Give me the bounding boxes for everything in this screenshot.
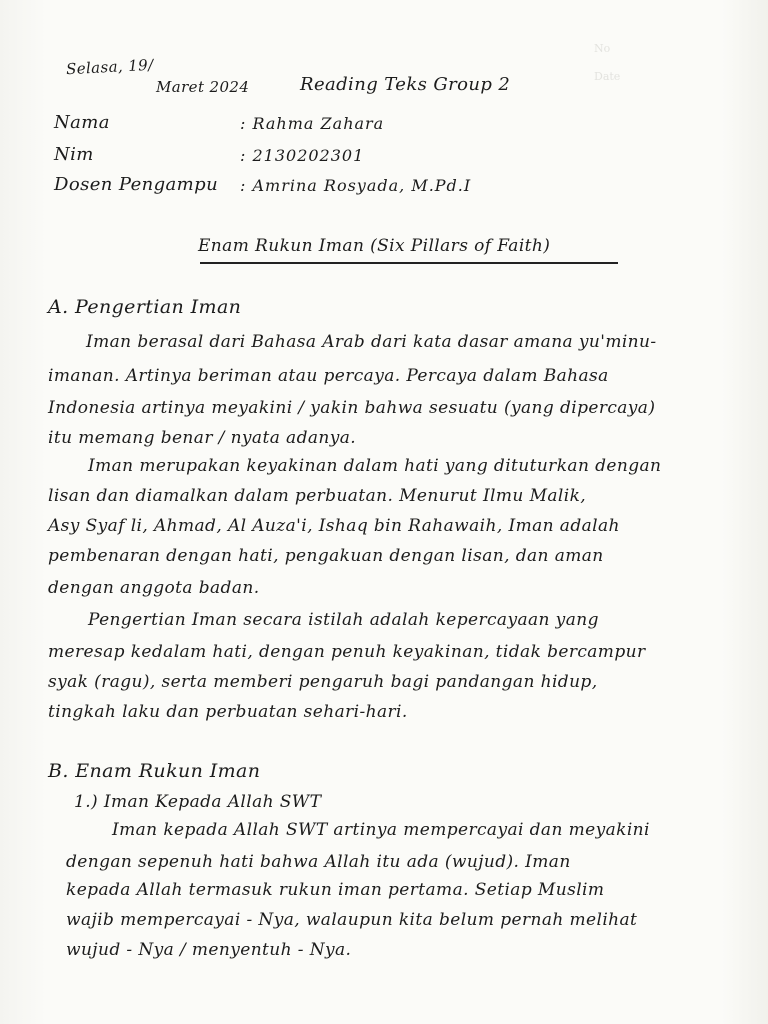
paragraph-line: Iman kepada Allah SWT artinya mempercayai dan meyakini xyxy=(112,820,650,840)
paragraph-line: syak (ragu), serta memberi pengaruh bagi pandangan hidup, xyxy=(48,672,598,692)
nim-value: : 2130202301 xyxy=(240,146,365,165)
name-value: : Rahma Zahara xyxy=(240,114,385,133)
paragraph-line: Iman merupakan keyakinan dalam hati yang dituturkan dengan xyxy=(88,456,662,476)
paragraph-line: kepada Allah termasuk rukun iman pertama. Setiap Muslim xyxy=(66,880,605,900)
page-title: Reading Teks Group 2 xyxy=(300,74,511,95)
paragraph-line: itu memang benar / nyata adanya. xyxy=(48,428,357,448)
date-day: Selasa, 19/ xyxy=(65,55,155,79)
subtitle-underline xyxy=(200,262,618,264)
paragraph-line: Asy Syaf li, Ahmad, Al Auza'i, Ishaq bin Rahawaih, Iman adalah xyxy=(48,516,620,536)
paragraph-line: tingkah laku dan perbuatan sehari-hari. xyxy=(48,702,408,722)
item-1-heading: 1.) Iman Kepada Allah SWT xyxy=(74,792,322,812)
paragraph-line: pembenaran dengan hati, pengakuan dengan lisan, dan aman xyxy=(48,546,604,566)
paragraph-line: wajib mempercayai - Nya, walaupun kita belum pernah melihat xyxy=(66,910,638,930)
paragraph-line: meresap kedalam hati, dengan penuh keyakinan, tidak bercampur xyxy=(48,642,646,662)
paragraph-line: dengan anggota badan. xyxy=(48,578,260,598)
date-month: Maret 2024 xyxy=(156,78,250,96)
nim-label: Nim xyxy=(54,144,94,165)
paragraph-line: Indonesia artinya meyakini / yakin bahwa sesuatu (yang dipercaya) xyxy=(48,398,656,418)
section-b-heading: B. Enam Rukun Iman xyxy=(48,760,261,782)
lecturer-value: : Amrina Rosyada, M.Pd.I xyxy=(240,176,472,195)
paragraph-line: wujud - Nya / menyentuh - Nya. xyxy=(66,940,352,960)
lecturer-label: Dosen Pengampu xyxy=(54,174,219,195)
essay-subtitle: Enam Rukun Iman (Six Pillars of Faith) xyxy=(198,236,551,256)
paragraph-line: Pengertian Iman secara istilah adalah kepercayaan yang xyxy=(88,610,599,630)
paragraph-line: dengan sepenuh hati bahwa Allah itu ada (wujud). Iman xyxy=(66,852,571,872)
section-a-heading: A. Pengertian Iman xyxy=(48,296,242,318)
paragraph-line: imanan. Artinya beriman atau percaya. Percaya dalam Bahasa xyxy=(48,366,609,386)
bleed-through-mark: Date xyxy=(594,70,621,83)
paragraph-line: Iman berasal dari Bahasa Arab dari kata dasar amana yu'minu- xyxy=(86,332,657,352)
paragraph-line: lisan dan diamalkan dalam perbuatan. Menurut Ilmu Malik, xyxy=(48,486,587,506)
bleed-through-mark: No xyxy=(594,42,611,55)
name-label: Nama xyxy=(54,112,110,133)
